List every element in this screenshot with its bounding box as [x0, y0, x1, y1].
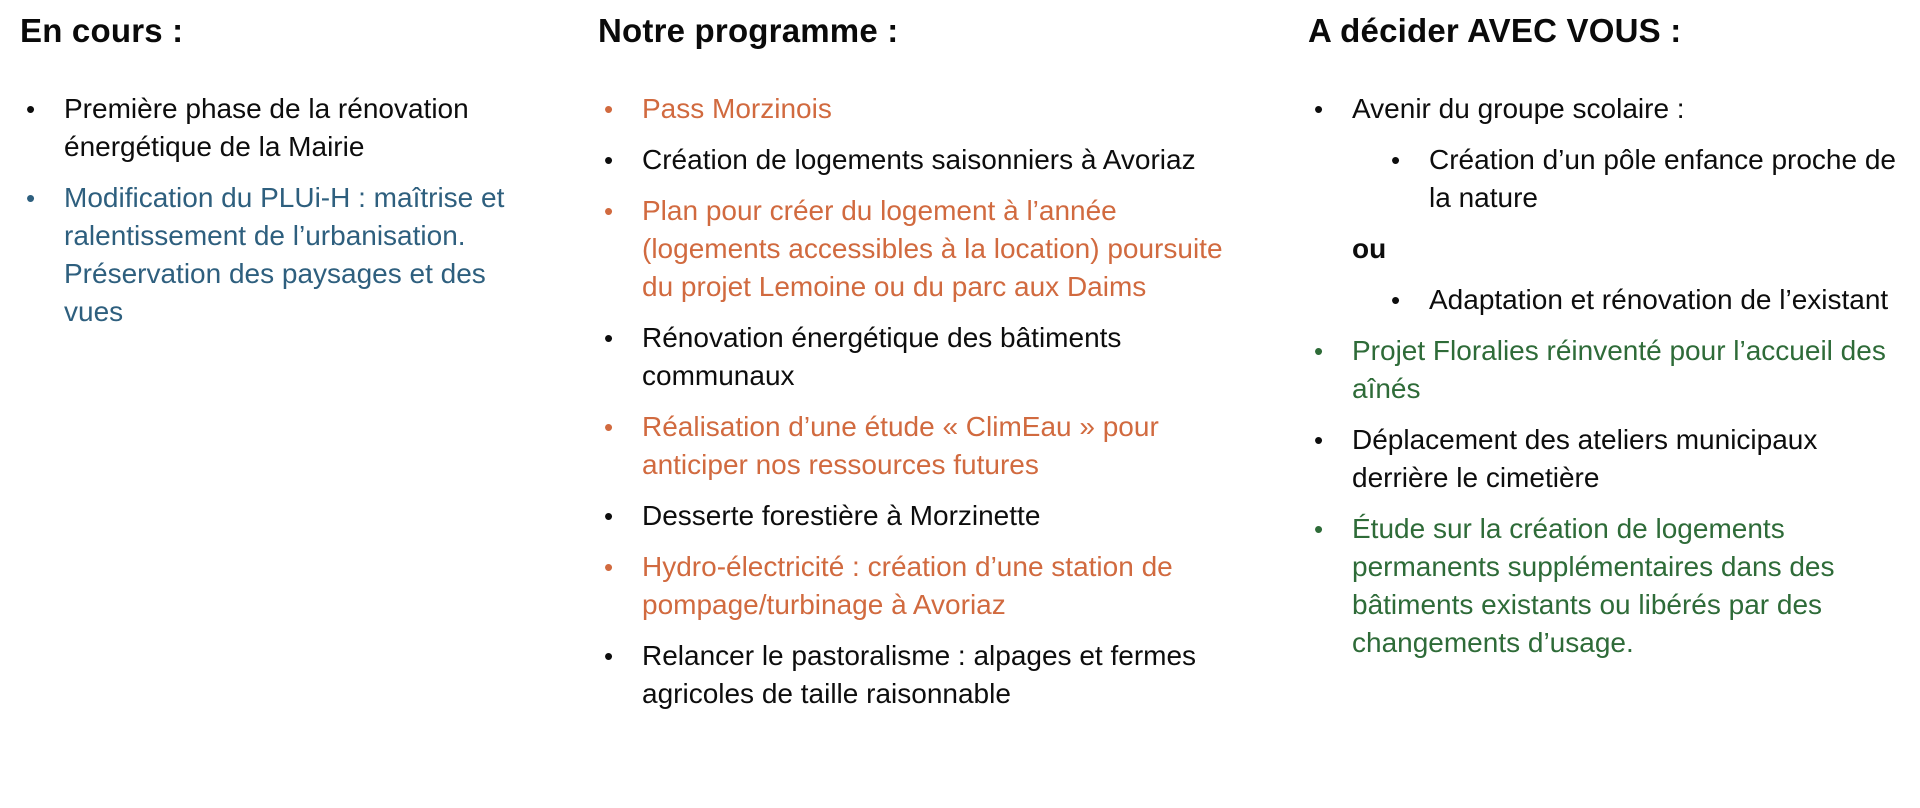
bullet-icon: • — [604, 196, 614, 226]
item-text: Création d’un pôle enfance proche de la nature — [1429, 144, 1897, 213]
item-text: Hydro-électricité : création d’une station de pompage/turbinage à Avoriaz — [642, 551, 1173, 620]
item-text: Déplacement des ateliers municipaux derrière le cimetière — [1352, 424, 1818, 493]
bullet-icon: • — [26, 94, 36, 124]
column-header-en-cours: En cours : — [20, 12, 184, 49]
bullet-icon: • — [604, 641, 614, 671]
item-text: Rénovation énergétique des bâtiments communaux — [642, 322, 1122, 391]
item-text: Plan pour créer du logement à l’année (logements accessibles à la location) poursuite du projet Lemoine ou du parc aux Daims — [642, 195, 1223, 302]
item-text: Desserte forestière à Morzinette — [642, 500, 1041, 531]
item-text: Avenir du groupe scolaire : — [1352, 93, 1685, 124]
list-item — [598, 497, 1223, 535]
list-item — [598, 408, 1223, 484]
bullet-icon: • — [604, 412, 614, 442]
item-text: Relancer le pastoralisme : alpages et fermes agricoles de taille raisonnable — [642, 640, 1197, 709]
list-item — [1385, 281, 1914, 319]
bullet-icon: • — [604, 94, 614, 124]
bullet-list-notre-programme — [598, 90, 1223, 713]
column-notre-programme — [598, 12, 1223, 726]
bullet-icon: • — [604, 501, 614, 531]
item-text: Réalisation d’une étude « ClimEau » pour anticiper nos ressources futures — [642, 411, 1159, 480]
bullet-list-a-decider — [1308, 90, 1914, 662]
column-header-notre-programme: Notre programme : — [598, 12, 899, 49]
bullet-list-en-cours — [20, 90, 525, 331]
bullet-icon: • — [1391, 145, 1401, 175]
bullet-icon: • — [1314, 425, 1324, 455]
bullet-icon: • — [1391, 285, 1401, 315]
list-item — [598, 637, 1223, 713]
list-item — [20, 90, 525, 166]
item-text: Projet Floralies réinventé pour l’accueil des aînés — [1352, 335, 1886, 404]
list-item — [1308, 510, 1914, 662]
column-a-decider — [1308, 12, 1914, 675]
bullet-icon: • — [604, 323, 614, 353]
item-text: Première phase de la rénovation énergétique de la Mairie — [64, 93, 469, 162]
bullet-icon: • — [1314, 514, 1324, 544]
list-item — [598, 548, 1223, 624]
item-text: Pass Morzinois — [642, 93, 832, 124]
list-item — [1352, 230, 1914, 268]
item-text: Étude sur la création de logements permanents supplémentaires dans des bâtiments existants ou libérés par des changements d’usage. — [1352, 513, 1835, 658]
bullet-icon: • — [604, 552, 614, 582]
list-item — [598, 192, 1223, 306]
item-text: Création de logements saisonniers à Avoriaz — [642, 144, 1196, 175]
column-header-a-decider: A décider AVEC VOUS : — [1308, 12, 1682, 49]
column-en-cours — [20, 12, 525, 344]
item-text: Modification du PLUi-H : maîtrise et ralentissement de l’urbanisation. Préservation des paysages et des vues — [64, 182, 505, 327]
bullet-icon: • — [1314, 94, 1324, 124]
list-item — [1308, 332, 1914, 408]
list-item — [598, 319, 1223, 395]
list-item — [1385, 141, 1914, 217]
item-text: Adaptation et rénovation de l’existant — [1429, 284, 1889, 315]
list-item — [598, 141, 1223, 179]
bullet-icon: • — [26, 183, 36, 213]
item-text: ou — [1352, 233, 1387, 264]
list-item — [598, 90, 1223, 128]
list-item — [1308, 421, 1914, 497]
list-item — [20, 179, 525, 331]
bullet-icon: • — [1314, 336, 1324, 366]
list-item — [1308, 90, 1914, 128]
bullet-icon: • — [604, 145, 614, 175]
